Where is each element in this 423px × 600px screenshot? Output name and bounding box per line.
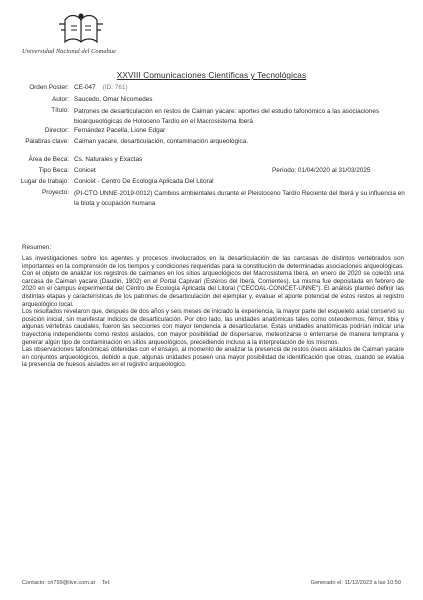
titulo-label: Título: — [51, 107, 69, 114]
university-name: Universidad Nacional del Comahue — [22, 48, 116, 55]
autor-label: Autor: — [51, 96, 69, 103]
footer-contact — [22, 580, 110, 586]
lugar-value: Conicet - Centro De Ecología Aplicada Del Litoral — [74, 178, 214, 185]
orden-label: Orden Poster: — [29, 84, 69, 91]
resumen-paragraph-1: Las investigaciones sobre los agentes y procesos involucrados en la desarticulación de las carcasas de distintos vertebrados son importantes en la comprensión de los tiempos y condiciones requeridas para la constitución de determinadas asociaciones arqueológicas. Con el objeto de analizar los registros de caimanes en los sitios arqueológicos del Macrosistema Iberá, en enero de 2020 se colectó una carcasa de Caiman yacare (Daudin, 1802) en el Portal Capivarí (Esteros del Iberá, Corrientes). La misma fue depositada en febrero de 2020 en el campus experimental del Centro de Ecología Aplicada del Litoral ("CECOAL-CONICET-UNNE"). El análisis planteó definir las distintas etapas y características de los patrones de desarticulación del ejemplar y, evaluar el aporte potencial de estos restos al registro arqueológico local. — [22, 255, 404, 308]
titulo-value: Patrones de desarticulación en restos de Caiman yacare: aportes del estudio tafonómico a las asociaciones bioarqueológicas de Holoceno Tardío en el Macrosistema Iberá — [74, 108, 380, 125]
lugar-label: Lugar de trabajo: — [20, 178, 69, 185]
orden-value — [74, 84, 128, 91]
tipo-value: Conicet — [74, 167, 96, 174]
tipo-label: Tipo Beca: — [38, 167, 69, 174]
palabras-label: Palabras clave: — [25, 138, 69, 145]
orden-code: CE-047 — [74, 84, 96, 91]
resumen-heading: Resumen: — [22, 244, 52, 251]
page-title: XXVIII Comunicaciones Científicas y Tecnológicas — [116, 70, 307, 80]
footer-generated: Generado el: 11/12/2023 a las 10:50 — [310, 580, 401, 586]
resumen-body — [22, 255, 404, 369]
area-value: Cs. Naturales y Exactas — [74, 156, 143, 163]
contact-email: Contacto: cri799@live.com.ar — [22, 580, 96, 586]
university-logo — [22, 12, 142, 58]
orden-id: (ID: 761) — [102, 84, 128, 91]
proyecto-label: Proyecto: — [42, 189, 69, 196]
director-label: Director: — [44, 127, 69, 134]
resumen-paragraph-3: Las observaciones tafonómicas obtenidas con el ensayo, al momento de analizar la presencia de restos óseos aislados de Caiman yacare en conjuntos arqueológicos, debido a que, algunas unidades poseen una mayor posibilidad de identificación que otras, cuando se evalúa la presencia de huesos aislados en el registro arqueológico. — [22, 346, 404, 369]
autor-value: Saucedo, Omar Nicomedes — [74, 96, 153, 103]
palabras-value: Caiman yacare, desarticulación, contaminación arqueológica. — [74, 138, 249, 145]
contact-tel: Tel: — [101, 580, 111, 586]
proyecto-value: (PI-CTO UNNE-2019-0012) Cambios ambientales durante el Pleistoceno Tardío Reciente del Iberá y su influencia en la biota y ocupación humana — [74, 190, 405, 207]
periodo-value: Período: 01/04/2020 al 31/03/2025 — [272, 167, 371, 174]
area-label: Área de Beca: — [28, 156, 69, 163]
director-value: Fernández Pacella, Lione Edgar — [74, 127, 166, 134]
resumen-paragraph-2: Los resultados revelaron que, después de dos años y seis meses de iniciado la experiencia, la mayor parte del esqueleto axial conservó su posición inicial, sin manifestar indicios de desarticulación. Por otro lado, las unidades anatómicas tales como osteodermos, fémur, tibia y algunas vértebras caudales, fueron las secciones con mayor tendencia a desarticularse. Estas unidades anatómicas podrían indicar una trayectoria independiente como restos aislados, con mayor posibilidad de dispersarse, meteorizarse o enterrarse de manera temprana y generar algún tipo de contaminación en sitios arqueológicos, precediendo incluso a la interpretación de los mismos. — [22, 308, 404, 346]
university-emblem-icon — [55, 12, 107, 48]
